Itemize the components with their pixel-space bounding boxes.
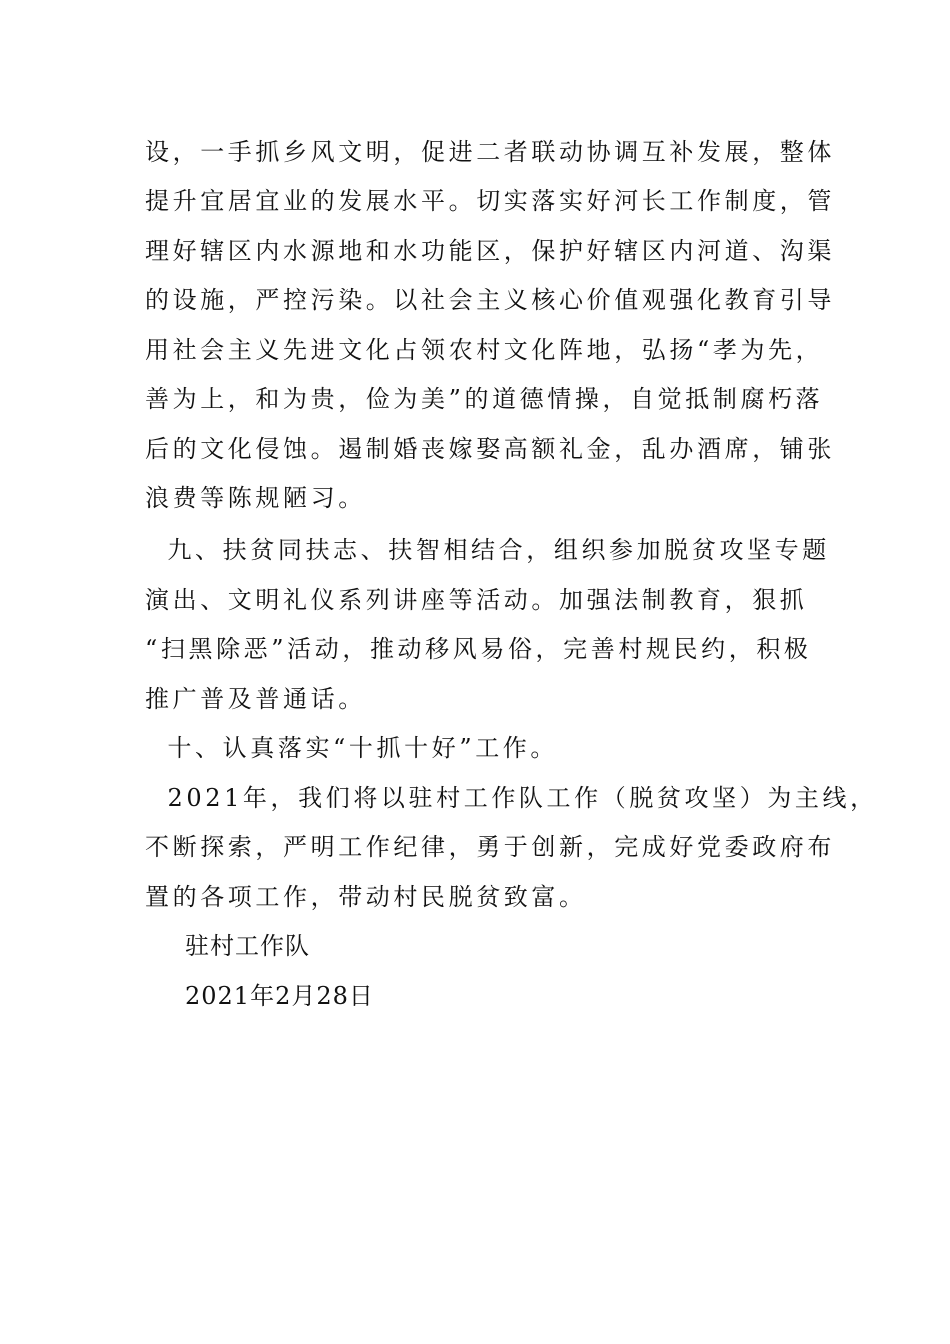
paragraph-line: 后的文化侵蚀。遏制婚丧嫁娶高额礼金，乱办酒席，铺张 bbox=[145, 435, 835, 463]
signature-date: 2021年2月28日 bbox=[185, 982, 374, 1010]
paragraph-line: 推广普及普通话。 bbox=[145, 685, 366, 713]
paragraph-line: 十、认真落实“十抓十好”工作。 bbox=[145, 734, 558, 762]
paragraph-line: 演出、文明礼仪系列讲座等活动。加强法制教育，狠抓 bbox=[145, 586, 808, 614]
paragraph-line: “扫黑除恶”活动，推动移风易俗，完善村规民约，积极 bbox=[145, 635, 812, 663]
signature-organization: 驻村工作队 bbox=[185, 932, 310, 960]
paragraph-line: 用社会主义先进文化占领农村文化阵地，弘扬“孝为先， bbox=[145, 336, 824, 364]
paragraph-line: 浪费等陈规陋习。 bbox=[145, 484, 366, 512]
paragraph-line: 设，一手抓乡风文明，促进二者联动协调互补发展，整体 bbox=[145, 138, 835, 166]
paragraph-line: 不断探索，严明工作纪律，勇于创新，完成好党委政府布 bbox=[145, 833, 835, 861]
paragraph-line: 置的各项工作，带动村民脱贫致富。 bbox=[145, 883, 587, 911]
paragraph-line: 善为上，和为贵，俭为美”的道德情操，自觉抵制腐朽落 bbox=[145, 385, 824, 413]
paragraph-line: 提升宜居宜业的发展水平。切实落实好河长工作制度，管 bbox=[145, 187, 835, 215]
paragraph-line: 2021年，我们将以驻村工作队工作（脱贫攻坚）为主线， bbox=[145, 784, 878, 812]
paragraph-line: 的设施，严控污染。以社会主义核心价值观强化教育引导 bbox=[145, 286, 835, 314]
paragraph-line: 理好辖区内水源地和水功能区，保护好辖区内河道、沟渠 bbox=[145, 237, 835, 265]
paragraph-line: 九、扶贫同扶志、扶智相结合，组织参加脱贫攻坚专题 bbox=[145, 536, 830, 564]
